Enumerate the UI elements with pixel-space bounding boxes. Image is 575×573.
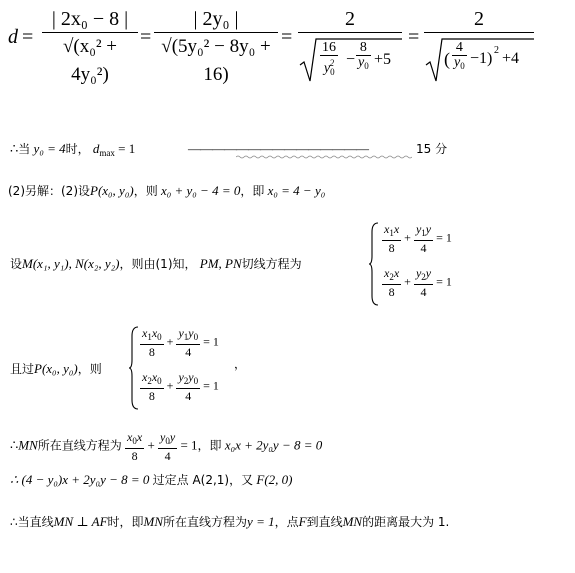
fraction-1	[42, 6, 138, 89]
eight-over-y0: $\frac{8}{y_0}$	[358, 40, 369, 71]
dash-line: ———————————————	[188, 141, 368, 156]
comma: ，	[234, 357, 247, 371]
fraction-3	[298, 6, 402, 85]
d-max-symbol: d	[92, 141, 100, 156]
point-equation-1: $\frac{x_1x_0}{8}$ + $\frac{y_1y_0}{4}$ = 1	[142, 326, 219, 359]
fraction-3-numerator: 2	[298, 6, 402, 33]
left-brace-icon	[368, 222, 380, 306]
left-brace-icon	[128, 326, 140, 410]
tangent-equation-1: $\frac{x_1x}{8}$ + $\frac{y_1y}{4}$ = 1	[384, 222, 452, 255]
fraction-2-denominator: √(5y₀² − 8y₀ + 16)	[161, 36, 271, 85]
passes-through-p-line: 且过P(x₀, y₀)，则	[10, 361, 102, 376]
fraction-1-numerator: | 2x₀ − 8 |	[42, 6, 138, 33]
conclusion-line: ∴当直线MN ⊥ AF时，即MN所在直线方程为y = 1，点F到直线MN的距离最大为 1.	[10, 514, 450, 529]
fraction-4-numerator: 2	[424, 6, 534, 33]
equals-sign: =	[281, 26, 293, 48]
fraction-4	[424, 6, 534, 85]
equals-sign: =	[408, 26, 420, 48]
fraction-1-denominator: √(x₀² + 4y₀²)	[62, 36, 118, 85]
tangent-lines-intro: 设M(x₁, y₁), N(x₂, y₂)，则由(1)知， PM, PN切线方程为	[10, 256, 302, 271]
alternative-solution-line: (2)另解：(2)设P(x₀, y₀)，则 x₀ + y₀ − 4 = 0，即 x₀ = 4 − y₀	[8, 183, 326, 198]
line-mn-equation: ∴MN所在直线方程为 $\frac{x_0x}{8}$ + $\frac{y_0y}{4}$ = 1，即 x₀x + 2y₀y − 8 = 0	[10, 430, 323, 463]
score-label: 15 分	[416, 142, 448, 156]
fraction-4-denominator: ( $\frac{4}{y_0}$ −1) 2 +4	[424, 33, 534, 85]
fixed-point-line: ∴ (4 − y₀)x + 2y₀y − 8 = 0 过定点 A(2,1)，又 F(2, 0)	[10, 472, 293, 487]
sixteen-over-y0sq: $\frac{16}{y_0^2}$	[322, 40, 336, 77]
fraction-2-numerator: | 2y₀ |	[154, 6, 278, 33]
four-over-y0: $\frac{4}{y_0}$	[454, 40, 465, 71]
d-symbol: d	[8, 26, 18, 48]
fraction-3-denominator: $\frac{16}{y_0^2}$ − $\frac{8}{y_0}$ +5	[298, 33, 402, 85]
equals-sign: =	[140, 26, 152, 48]
wavy-underline-icon	[236, 155, 412, 159]
fraction-2	[154, 6, 278, 89]
tangent-equation-2: $\frac{x_2x}{8}$ + $\frac{y_2y}{4}$ = 1	[384, 266, 452, 299]
max-distance-line: ∴当 y₀ = 4时， $d_{max} = 1$	[10, 141, 136, 158]
point-equation-2: $\frac{x_2x_0}{8}$ + $\frac{y_2y_0}{4}$ = 1	[142, 370, 219, 403]
equals-sign: =	[22, 26, 34, 48]
